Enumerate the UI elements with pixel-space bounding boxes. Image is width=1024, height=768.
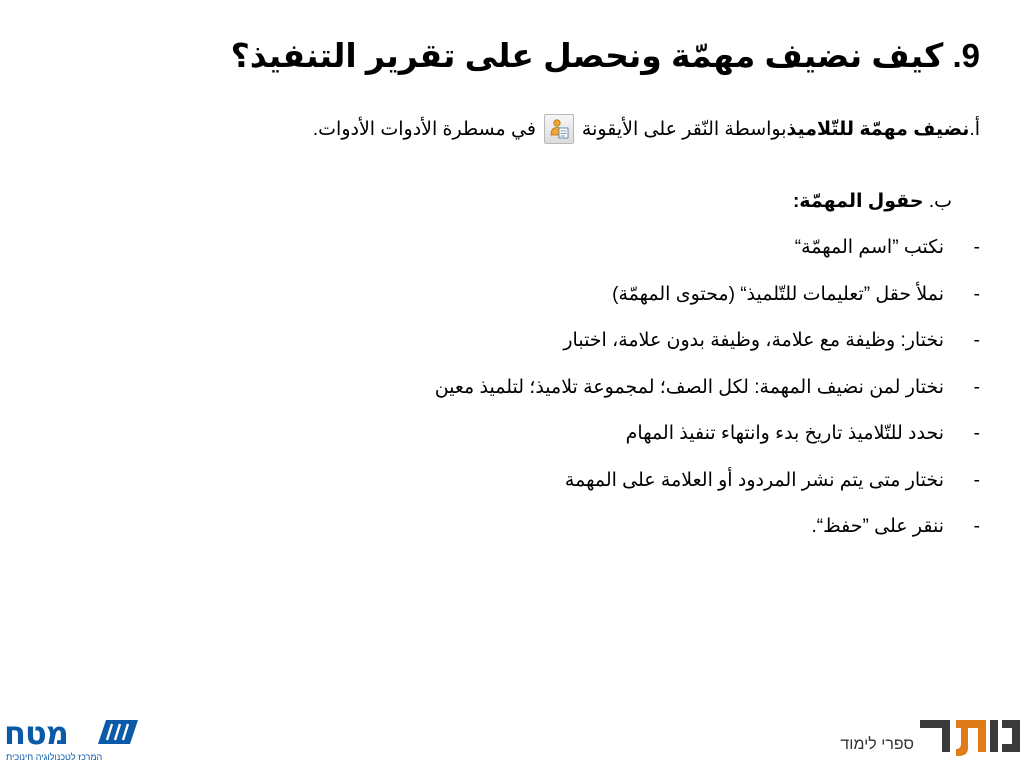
list-item [435, 422, 980, 469]
list-item-text: نختار لمن نضيف المهمة: لكل الصف؛ لمجموعة تلاميذ؛ لتلميذ معين [434, 376, 944, 398]
matach-stripes-icon [96, 718, 140, 746]
list-item [435, 236, 980, 283]
bullet-dash: - [973, 376, 980, 398]
list-item-text: نختار متى يتم نشر المردود أو العلامة على المهمة [564, 469, 944, 491]
list-item [435, 283, 980, 330]
page-title: 9. كيف نضيف مهمّة ونحصل على تقرير التنفيذ؟ [230, 37, 980, 74]
section-a-prefix: أ. [969, 118, 980, 140]
section-b-bold: حقول المهمّة: [792, 191, 924, 212]
section-a-middle: بواسطة النّقر على الأيقونة [581, 118, 787, 140]
koter-tagline: ספרי לימוד [840, 736, 914, 753]
list-item-text: نختار: وظيفة مع علامة، وظيفة بدون علامة، اختبار [563, 330, 944, 351]
list-item-text: نكتب ”اسم المهمّة“ [794, 237, 944, 258]
list-item [435, 515, 980, 562]
matach-logo [4, 714, 144, 764]
bullet-dash: - [973, 237, 980, 258]
bullet-dash: - [973, 423, 980, 444]
list-item-text: نملأ حقل ”تعليمات للتّلميذ“ (محتوى المهمّة) [612, 283, 944, 305]
matach-wordmark: מטח [4, 714, 68, 752]
koter-logo [824, 706, 1024, 766]
list-item-text: نحدد للتّلاميذ تاريخ بدء وانتهاء تنفيذ المهام [625, 423, 944, 444]
bullet-dash: - [973, 469, 980, 491]
bullet-dash: - [973, 330, 980, 351]
list-item [435, 376, 980, 423]
instruction-add-task [313, 114, 980, 144]
section-a-bold: نضيف مهمّة للتّلاميذ [786, 118, 970, 140]
task-fields-list [435, 236, 980, 562]
list-item [435, 469, 980, 516]
koter-logo-mark [912, 706, 1022, 764]
section-a-suffix: في مسطرة الأدوات الأدوات. [312, 118, 536, 140]
bullet-dash: - [973, 516, 980, 537]
bullet-dash: - [973, 283, 980, 305]
list-item-text: ننقر على ”حفظ“. [811, 516, 944, 537]
task-fields-heading [793, 190, 952, 213]
add-task-people-icon [544, 114, 574, 144]
section-b-prefix: ب. [923, 191, 952, 212]
matach-tagline: המרכז לטכנולוגיה חינוכית [6, 752, 103, 762]
list-item [435, 329, 980, 376]
